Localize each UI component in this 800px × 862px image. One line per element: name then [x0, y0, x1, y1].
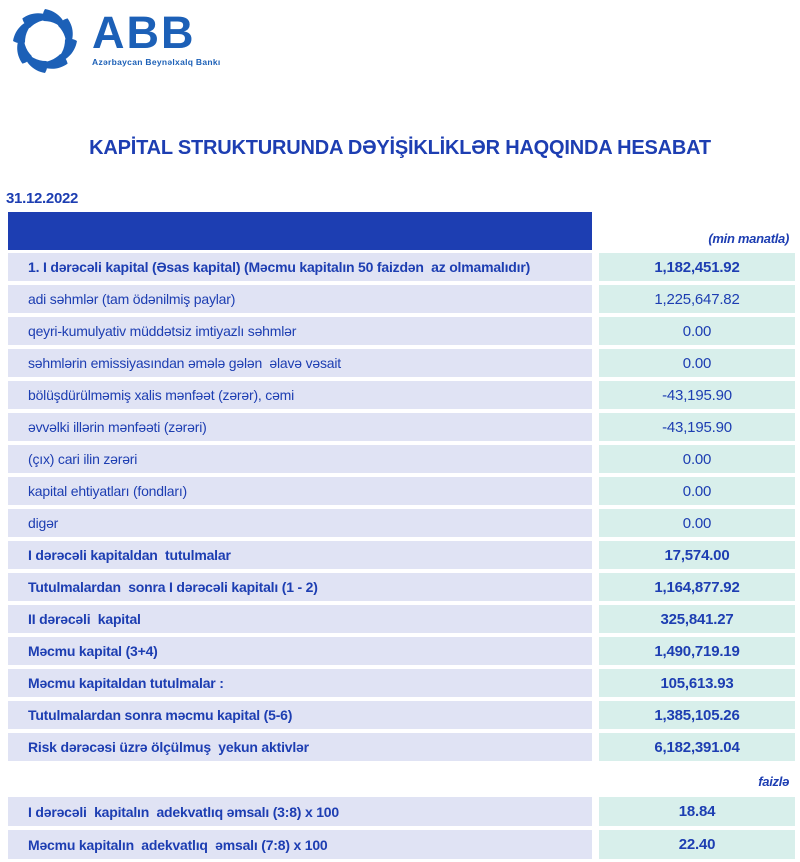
row-label: bölüşdürülməmiş xalis mənfəət (zərər), cəmi: [8, 381, 592, 409]
row-label: I dərəcəli kapitaldan tutulmalar: [8, 541, 592, 569]
row-label: əvvəlki illərin mənfəəti (zərəri): [8, 413, 592, 441]
row-value: 0.00: [599, 317, 795, 345]
row-label: səhmlərin emissiyasından əmələ gələn əlavə vəsait: [8, 349, 592, 377]
table-row: [8, 317, 795, 345]
row-label: II dərəcəli kapital: [8, 605, 592, 633]
row-value: -43,195.90: [599, 381, 795, 409]
table-body: [8, 253, 795, 761]
table-header-bar: [8, 212, 592, 250]
table-row: [8, 830, 795, 859]
bank-logo: [12, 8, 221, 74]
row-label: Məcmu kapitalın adekvatlıq əmsalı (7:8) x 100: [8, 830, 592, 859]
row-value: 105,613.93: [599, 669, 795, 697]
table-row: [8, 701, 795, 729]
table-row: [8, 413, 795, 441]
table-row: [8, 285, 795, 313]
table-row: [8, 509, 795, 537]
table-row: [8, 477, 795, 505]
row-label: I dərəcəli kapitalın adekvatlıq əmsalı (3:8) x 100: [8, 797, 592, 826]
table-header-row: [8, 212, 795, 250]
table-row: [8, 573, 795, 601]
page-title: KAPİTAL STRUKTURUNDA DƏYİŞİKLİKLƏR HAQQINDA HESABAT: [89, 137, 711, 159]
row-label: Risk dərəcəsi üzrə ölçülmuş yekun aktivlər: [8, 733, 592, 761]
row-value: -43,195.90: [599, 413, 795, 441]
row-value: 0.00: [599, 509, 795, 537]
table-row: [8, 733, 795, 761]
percent-note: faizlə: [758, 773, 789, 789]
row-label: (çıx) cari ilin zərəri: [8, 445, 592, 473]
row-label: Tutulmalardan sonra I dərəcəli kapitalı (1 - 2): [8, 573, 592, 601]
table-row: [8, 669, 795, 697]
swirl-pinwheel-icon: [12, 8, 78, 74]
row-value: 1,182,451.92: [599, 253, 795, 281]
row-value: 1,164,877.92: [599, 573, 795, 601]
table-row: [8, 605, 795, 633]
table-row: [8, 381, 795, 409]
report-date: 31.12.2022: [6, 190, 79, 207]
logo-text-block: [92, 7, 221, 67]
row-value: 17,574.00: [599, 541, 795, 569]
table-row: [8, 349, 795, 377]
table-row: [8, 445, 795, 473]
row-label: digər: [8, 509, 592, 537]
row-value: 325,841.27: [599, 605, 795, 633]
row-label: Məcmu kapitaldan tutulmalar :: [8, 669, 592, 697]
row-label: qeyri-kumulyativ müddətsiz imtiyazlı səhmlər: [8, 317, 592, 345]
row-value: 6,182,391.04: [599, 733, 795, 761]
table-row: [8, 637, 795, 665]
row-value: 1,385,105.26: [599, 701, 795, 729]
row-value: 18.84: [599, 797, 795, 826]
capital-structure-table: [8, 212, 795, 862]
logo-subtitle: Azərbaycan Beynəlxalq Bankı: [92, 57, 221, 67]
row-value: 22.40: [599, 830, 795, 859]
row-value: 1,490,719.19: [599, 637, 795, 665]
row-label: kapital ehtiyatları (fondları): [8, 477, 592, 505]
row-value: 0.00: [599, 477, 795, 505]
units-note: (min manatla): [708, 231, 789, 246]
row-label: Məcmu kapital (3+4): [8, 637, 592, 665]
row-label: Tutulmalardan sonra məcmu kapital (5-6): [8, 701, 592, 729]
row-value: 0.00: [599, 445, 795, 473]
ratio-table-body: [8, 797, 795, 859]
row-value: 0.00: [599, 349, 795, 377]
row-label: adi səhmlər (tam ödənilmiş paylar): [8, 285, 592, 313]
row-label: 1. I dərəcəli kapital (Əsas kapital) (Məcmu kapitalın 50 faizdən az olmamalıdır): [8, 253, 592, 281]
logo-abbreviation: ABB: [92, 7, 196, 58]
table-row: [8, 797, 795, 826]
row-value: 1,225,647.82: [599, 285, 795, 313]
table-row: [8, 253, 795, 281]
table-row: [8, 541, 795, 569]
